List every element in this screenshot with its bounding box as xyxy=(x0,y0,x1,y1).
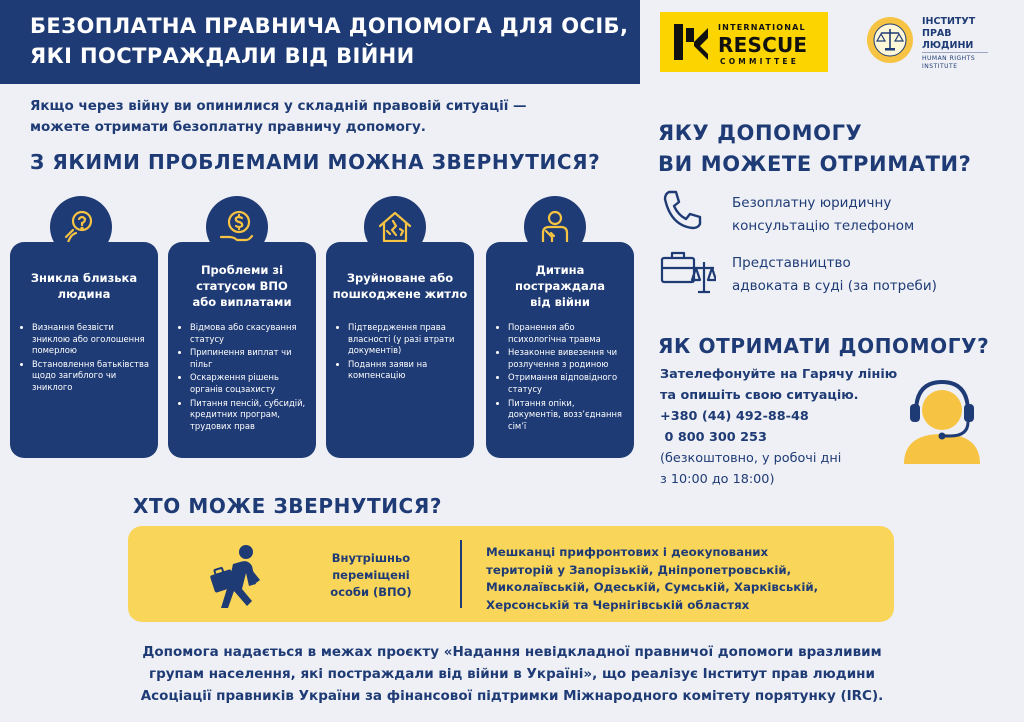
who-divider xyxy=(460,540,462,608)
list-item: • Незаконне вивезення чи розлучення з родиною xyxy=(508,347,626,370)
who-region-line: територій у Запорізькій, Дніпропетровській, xyxy=(486,562,792,577)
who-idp-line: особи (ВПО) xyxy=(330,585,412,599)
problem-card-child xyxy=(486,242,634,458)
who-title: ХТО МОЖЕ ЗВЕРНУТИСЯ? xyxy=(133,494,443,518)
walking-person-icon xyxy=(206,544,276,614)
card-title-line: Зруйноване або xyxy=(346,271,454,285)
who-idp-line: переміщені xyxy=(332,568,410,582)
help-title xyxy=(658,118,971,180)
help-item-phone-consultation xyxy=(660,188,990,240)
help-item-line: консультацію телефоном xyxy=(732,218,915,234)
irc-logo-line2: RESCUE xyxy=(718,33,808,57)
intro-line: можете отримати безоплатну правничу допомогу. xyxy=(30,119,426,135)
how-line: та опишіть свою ситуацію. xyxy=(660,388,859,403)
footer-line: Асоціації правників України за фінансової підтримки Міжнародного комітету порятунку (IRC). xyxy=(140,688,884,704)
hotline-phone[interactable]: +380 (44) 492-88-48 xyxy=(660,409,809,424)
problem-card-missing-person xyxy=(10,242,158,458)
how-line: Зателефонуйте на Гарячу лінію xyxy=(660,367,898,382)
who-idp-line: Внутрішньо xyxy=(331,551,411,565)
who-region-line: Мешканці прифронтових і деокупованих xyxy=(486,545,769,559)
help-item-line: Безоплатну юридичну xyxy=(732,195,892,211)
hours-note: (безкоштовно, у робочі дні xyxy=(660,451,842,466)
title-line-1: БЕЗОПЛАТНА ПРАВНИЧА ДОПОМОГА ДЛЯ ОСІБ, xyxy=(30,14,629,38)
help-title-line: ВИ МОЖЕТЕ ОТРИМАТИ? xyxy=(658,152,972,176)
help-item-text xyxy=(732,192,914,238)
help-title-line: ЯКУ ДОПОМОГУ xyxy=(658,121,863,145)
footer-line: групам населення, які постраждали від війни в Україні», що реалізує Інститут прав людини xyxy=(149,666,875,682)
hri-en-line: INSTITUTE xyxy=(922,63,958,70)
card-title xyxy=(486,262,634,310)
irc-logo xyxy=(660,12,828,72)
phone-icon xyxy=(660,188,704,232)
card-title xyxy=(326,270,474,302)
card-list xyxy=(496,322,626,434)
hri-en-line: HUMAN RIGHTS xyxy=(922,55,976,62)
list-item: • Оскарження рішень органів соцзахисту xyxy=(190,372,308,395)
irc-logo-line1: INTERNATIONAL xyxy=(718,23,806,32)
hri-name-line: ПРАВ xyxy=(922,28,952,39)
footer-text xyxy=(0,641,1024,707)
hri-name-line: ЛЮДИНИ xyxy=(922,40,974,51)
card-title-line: статусом ВПО xyxy=(196,279,288,293)
who-region-line: Миколаївській, Одеській, Сумській, Харківській, xyxy=(486,580,819,594)
list-item: • Припинення виплат чи пільг xyxy=(190,347,308,370)
list-item: • Подання заяви на компенсацію xyxy=(348,359,466,382)
hri-divider xyxy=(922,52,988,53)
problem-card-idp-status xyxy=(168,242,316,458)
toll-free-phone[interactable]: 0 800 300 253 xyxy=(660,430,767,445)
card-title xyxy=(168,262,316,310)
hri-english-name xyxy=(922,55,975,71)
list-item: • Визнання безвісти зниклою або оголошення померлою xyxy=(32,322,150,357)
list-item: • Підтвердження права власності (у разі втрати документів) xyxy=(348,322,466,357)
hri-name xyxy=(922,16,975,52)
card-list xyxy=(20,322,150,396)
help-item-line: адвоката в суді (за потреби) xyxy=(732,278,937,294)
how-body xyxy=(660,364,897,490)
who-idp-label xyxy=(296,550,446,601)
help-item-line: Представництво xyxy=(732,255,851,271)
hours-note: з 10:00 до 18:00) xyxy=(660,472,775,487)
list-item: • Встановлення батьківства щодо загиблого чи зниклого xyxy=(32,359,150,394)
problems-title: З ЯКИМИ ПРОБЛЕМАМИ МОЖНА ЗВЕРНУТИСЯ? xyxy=(30,150,601,174)
list-item: • Поранення або психологічна травма xyxy=(508,322,626,345)
intro-line: Якщо через війну ви опинилися у складній правовій ситуації — xyxy=(30,98,527,114)
card-title xyxy=(10,270,158,302)
who-region-line: Херсонській та Чернігівській областях xyxy=(486,597,750,612)
card-title-line: Проблеми зі xyxy=(200,263,284,277)
title-line-2: ЯКІ ПОСТРАЖДАЛИ ВІД ВІЙНИ xyxy=(30,44,415,68)
card-list xyxy=(336,322,466,384)
card-title-line: від війни xyxy=(530,295,590,309)
intro-text xyxy=(30,96,590,138)
card-title-line: пошкоджене житло xyxy=(332,287,468,301)
headset-operator-icon xyxy=(900,376,984,464)
list-item: • Отримання відповідного статусу xyxy=(508,372,626,395)
card-title-line: постраждала xyxy=(515,279,605,293)
how-title: ЯК ОТРИМАТИ ДОПОМОГУ? xyxy=(658,334,990,358)
card-title-line: людина xyxy=(57,287,111,301)
irc-k-icon xyxy=(674,24,708,60)
irc-logo-line3: COMMITTEE xyxy=(720,57,800,66)
card-title-line: Дитина xyxy=(535,263,585,277)
help-item-court-representation xyxy=(660,248,990,300)
list-item: • Питання пенсій, субсидій, кредитних програм, трудових прав xyxy=(190,398,308,433)
problem-card-damaged-housing xyxy=(326,242,474,458)
card-title-line: Зникла близька xyxy=(30,271,138,285)
card-list xyxy=(178,322,308,434)
footer-line: Допомога надається в межах проєкту «Надання невідкладної правничої допомоги вразливим xyxy=(142,644,882,660)
list-item: • Відмова або скасування статусу xyxy=(190,322,308,345)
who-regions-text xyxy=(486,544,818,614)
card-title-line: або виплатами xyxy=(192,295,292,309)
header-banner xyxy=(0,0,640,84)
help-item-text xyxy=(732,252,937,298)
scales-seal-icon xyxy=(866,16,914,64)
list-item: • Питання опіки, документів, возз’єднання сім’ї xyxy=(508,398,626,433)
briefcase-scales-icon xyxy=(660,248,716,296)
hri-name-line: ІНСТИТУТ xyxy=(922,16,976,27)
